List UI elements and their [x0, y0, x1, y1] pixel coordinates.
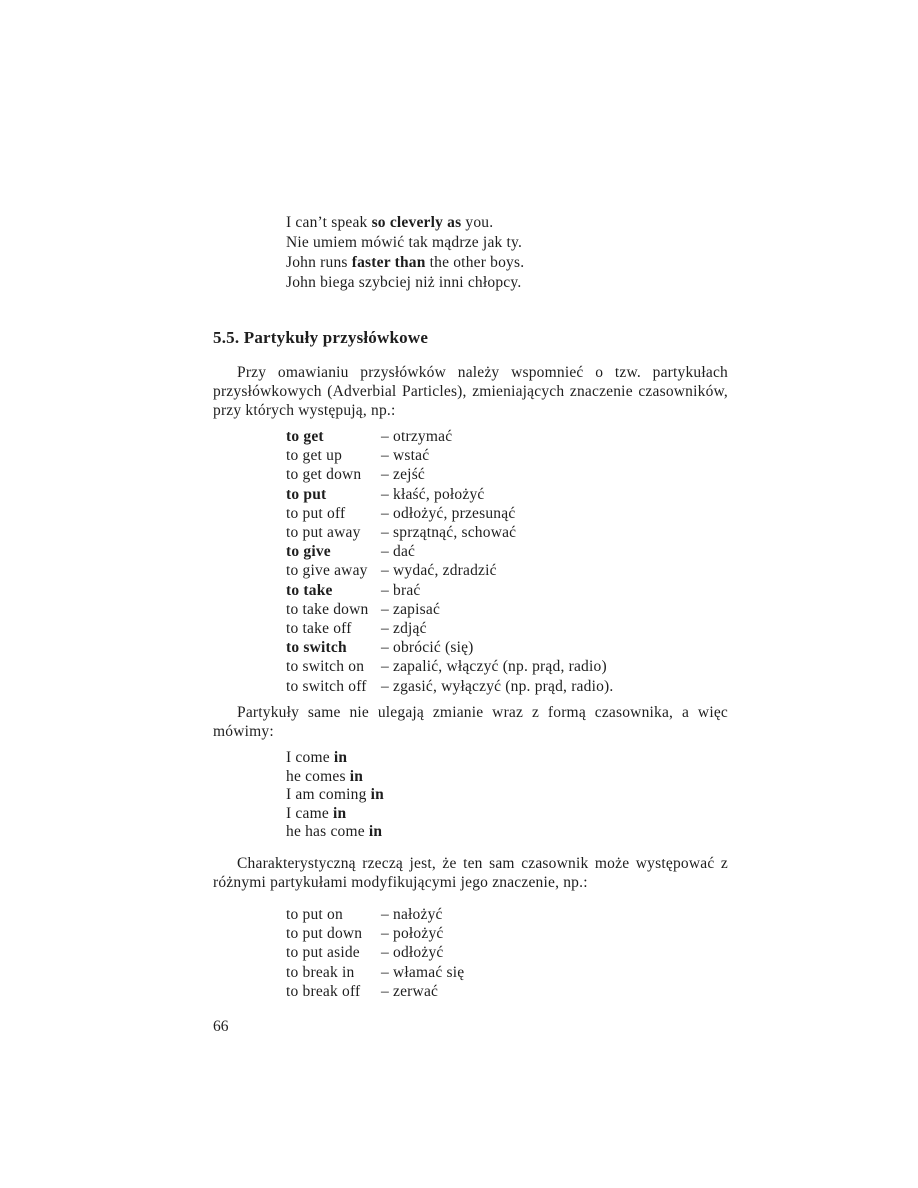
particle-verb-list — [286, 427, 613, 696]
in-example: he has come in — [286, 823, 383, 840]
verb-row: to break off – zerwać — [286, 982, 439, 1000]
in-example: I am coming in — [286, 786, 384, 803]
verb-row: to give away – wydać, zdradzić — [286, 562, 497, 580]
verb-row: to put away – sprzątnąć, schować — [286, 524, 517, 542]
verb-row: to put – kłaść, położyć — [286, 485, 485, 503]
verb-row: to take down – zapisać — [286, 600, 441, 618]
verb-row: to get up – wstać — [286, 447, 430, 465]
verb-row: to switch – obrócić (się) — [286, 639, 474, 657]
example-line: I can’t speak so cleverly as you. — [286, 214, 494, 231]
verb-row: to get – otrzymać — [286, 428, 453, 445]
verb-row: to take – brać — [286, 581, 421, 599]
paragraph-characteristic: Charakterystyczną rzeczą jest, że ten sam czasownik może występować z różnymi partykułami modyfikującymi jego znaczenie, np.: — [213, 855, 728, 891]
verb-row: to give – dać — [286, 543, 416, 561]
section-heading: 5.5. Partykuły przysłówkowe — [213, 328, 429, 347]
come-in-examples — [286, 749, 384, 842]
in-example: I come in — [286, 749, 348, 766]
example-line: John runs faster than the other boys. — [286, 254, 525, 271]
paragraph-intro: Przy omawianiu przysłówków należy wspomnieć o tzw. partykułach przysłówkowych (Adverbial Particles), zmieniających znaczenie czasowników, przy których występują, np.: — [213, 364, 728, 419]
comparison-examples — [286, 213, 524, 293]
example-line: Nie umiem mówić tak mądrze jak ty. — [286, 234, 523, 251]
paragraph-unchanged: Partykuły same nie ulegają zmianie wraz z formą czasownika, a więc mówimy: — [213, 704, 728, 740]
verb-row: to take off – zdjąć — [286, 620, 427, 638]
verb-row: to get down – zejść — [286, 466, 426, 484]
verb-row: to break in – włamać się — [286, 963, 465, 981]
verb-row: to put aside – odłożyć — [286, 944, 444, 962]
same-verb-particle-list — [286, 905, 464, 1001]
in-example: he comes in — [286, 767, 364, 785]
example-line: John biega szybciej niż inni chłopcy. — [286, 274, 522, 291]
verb-row: to switch on – zapalić, włączyć (np. prąd, radio) — [286, 658, 607, 676]
verb-row: to put down – położyć — [286, 925, 444, 943]
page-number: 66 — [213, 1018, 229, 1035]
verb-row: to put on – nałożyć — [286, 906, 443, 923]
verb-row: to switch off – zgasić, wyłączyć (np. prąd, radio). — [286, 677, 614, 695]
verb-row: to put off – odłożyć, przesunąć — [286, 504, 516, 522]
in-example: I came in — [286, 804, 347, 822]
